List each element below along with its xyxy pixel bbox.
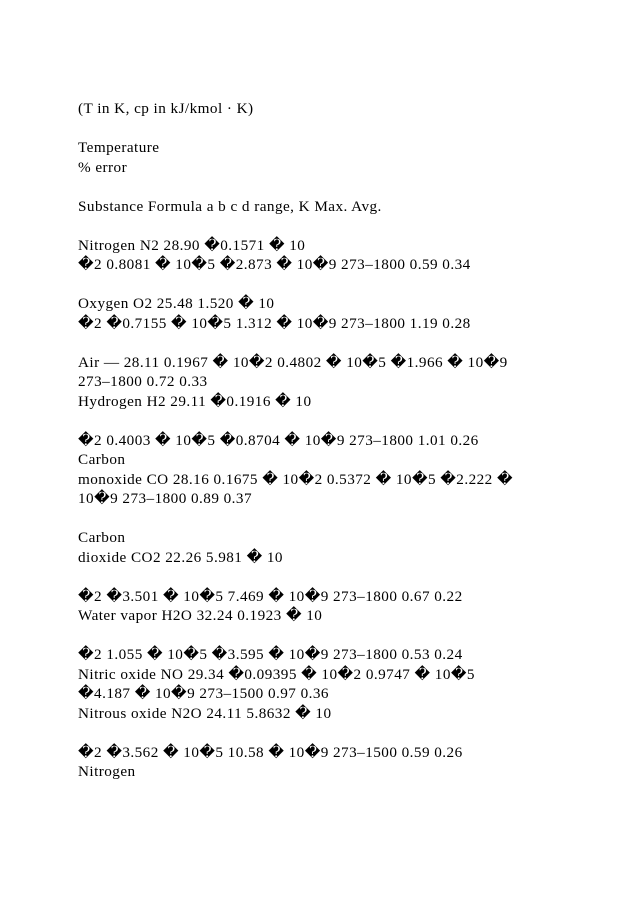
row-nitrogen-line-2: �2 0.8081 � 10�5 �2.873 � 10�9 273–1800 0.59 0.34 <box>78 256 471 273</box>
row-hydrogen-line-2: �2 0.4003 � 10�5 �0.8704 � 10�9 273–1800 1.01 0.26 <box>78 431 479 449</box>
row-water-vapor-line-2: �2 1.055 � 10�5 �3.595 � 10�9 273–1800 0.53 0.24 <box>78 646 463 663</box>
blank-line <box>78 216 618 236</box>
row-carbon-dioxide-line-1: Carbon <box>78 529 126 546</box>
row-nitric-oxide-line-2: �4.187 � 10�9 273–1500 0.97 0.36 <box>78 685 329 702</box>
document-page <box>78 99 618 782</box>
row-oxygen-line-1: Oxygen O2 25.48 1.520 � 10 <box>78 295 275 312</box>
row-nitric-oxide-line-1: Nitric oxide NO 29.34 �0.09395 � 10�2 0.9747 � 10�5 <box>78 665 475 683</box>
row-nitrogen-continued: Nitrogen <box>78 763 136 780</box>
row-oxygen-line-2: �2 �0.7155 � 10�5 1.312 � 10�9 273–1800 1.19 0.28 <box>78 314 471 332</box>
blank-line <box>78 509 618 529</box>
blank-line <box>78 119 618 139</box>
blank-line <box>78 567 618 587</box>
column-header: Substance Formula a b c d range, K Max. Avg. <box>78 197 382 215</box>
row-nitrogen-line-1: Nitrogen N2 28.90 �0.1571 � 10 <box>78 236 306 254</box>
blank-line <box>78 411 618 431</box>
row-air-line-1: Air — 28.11 0.1967 � 10�2 0.4802 � 10�5 �1.966 � 10�9 <box>78 353 508 371</box>
row-water-vapor-line-1: Water vapor H2O 32.24 0.1923 � 10 <box>78 607 323 624</box>
blank-line <box>78 177 618 197</box>
row-air-line-2: 273–1800 0.72 0.33 <box>78 373 208 390</box>
blank-line <box>78 333 618 353</box>
row-carbon-dioxide-line-2: dioxide CO2 22.26 5.981 � 10 <box>78 548 283 566</box>
header-percent-error: % error <box>78 158 128 176</box>
row-hydrogen-line-1: Hydrogen H2 29.11 �0.1916 � 10 <box>78 392 312 410</box>
blank-line <box>78 723 618 743</box>
row-nitrous-oxide-line-2: �2 �3.562 � 10�5 10.58 � 10�9 273–1500 0.59 0.26 <box>78 743 463 761</box>
row-carbon-monoxide-line-1: Carbon <box>78 451 126 468</box>
blank-line <box>78 626 618 646</box>
row-carbon-monoxide-line-2: monoxide CO 28.16 0.1675 � 10�2 0.5372 � 10�5 �2.222 � <box>78 470 513 488</box>
blank-line <box>78 275 618 295</box>
row-carbon-monoxide-line-3: 10�9 273–1800 0.89 0.37 <box>78 490 253 507</box>
row-carbon-dioxide-line-3: �2 �3.501 � 10�5 7.469 � 10�9 273–1800 0.67 0.22 <box>78 587 463 605</box>
header-temperature: Temperature <box>78 139 160 156</box>
row-nitrous-oxide-line-1: Nitrous oxide N2O 24.11 5.8632 � 10 <box>78 704 332 722</box>
units-note: (T in K, cp in kJ/kmol · K) <box>78 100 254 117</box>
